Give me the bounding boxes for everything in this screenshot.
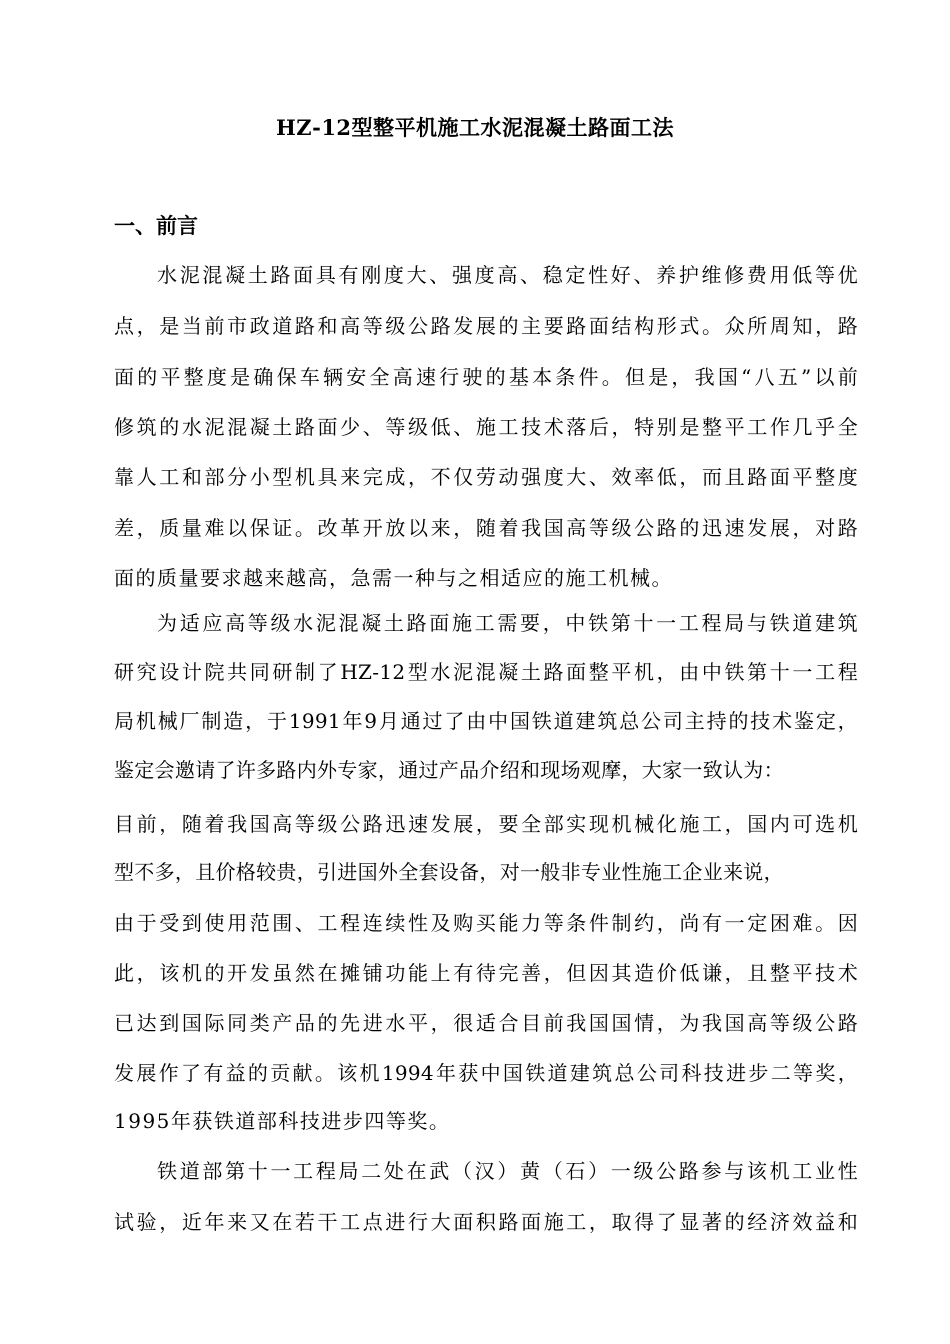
paragraph-line: 已达到国际同类产品的先进水平，很适合目前我国国情，为我国高等级公路	[114, 1011, 858, 1035]
paragraph-line: 差，质量难以保证。改革开放以来，随着我国高等级公路的迅速发展，对路	[114, 516, 858, 540]
paragraph-line: 局机械厂制造，于1991年9月通过了由中国铁道建筑总公司主持的技术鉴定，	[114, 709, 858, 733]
document-title: HZ-12型整平机施工水泥混凝土路面工法	[275, 115, 675, 140]
paragraph-line: 铁道部第十一工程局二处在武（汉）黄（石）一级公路参与该机工业性	[157, 1159, 858, 1183]
paragraph-line: 此，该机的开发虽然在摊铺功能上有待完善，但因其造价低谦，且整平技术	[114, 961, 858, 985]
paragraph-line: 面的平整度是确保车辆安全高速行驶的基本条件。但是，我国“八五”以前	[114, 365, 858, 389]
paragraph-line: 面的质量要求越来越高，急需一种与之相适应的施工机械。	[114, 566, 673, 590]
section-heading: 一、前言	[114, 213, 198, 238]
paragraph-line: 发展作了有益的贡献。该机1994年获中国铁道建筑总公司科技进步二等奖，	[114, 1061, 858, 1085]
paragraph-line: 点，是当前市政道路和高等级公路发展的主要路面结构形式。众所周知，路	[114, 314, 858, 338]
paragraph-line: 由于受到使用范围、工程连续性及购买能力等条件制约，尚有一定困难。因	[114, 911, 858, 935]
paragraph-line: 目前，随着我国高等级公路迅速发展，要全部实现机械化施工，国内可选机	[114, 812, 858, 836]
paragraph-line: 修筑的水泥混凝土路面少、等级低、施工技术落后，特别是整平工作几乎全	[114, 415, 858, 439]
paragraph-line: 靠人工和部分小型机具来完成，不仅劳动强度大、效率低，而且路面平整度	[114, 465, 858, 489]
paragraph-line: 水泥混凝土路面具有刚度大、强度高、稳定性好、养护维修费用低等优	[157, 263, 858, 287]
paragraph-line: 研究设计院共同研制了HZ-12型水泥混凝土路面整平机，由中铁第十一工程	[114, 660, 858, 684]
paragraph-line: 鉴定会邀请了许多路内外专家，通过产品介绍和现场观摩，大家一致认为：	[114, 758, 784, 782]
paragraph-line: 型不多，且价格较贵，引进国外全套设备，对一般非专业性施工企业来说，	[114, 860, 784, 884]
paragraph-line: 1995年获铁道部科技进步四等奖。	[114, 1109, 451, 1133]
paragraph-line: 试验，近年来又在若干工点进行大面积路面施工，取得了显著的经济效益和	[114, 1210, 858, 1234]
paragraph-line: 为适应高等级水泥混凝土路面施工需要，中铁第十一工程局与铁道建筑	[157, 611, 858, 635]
